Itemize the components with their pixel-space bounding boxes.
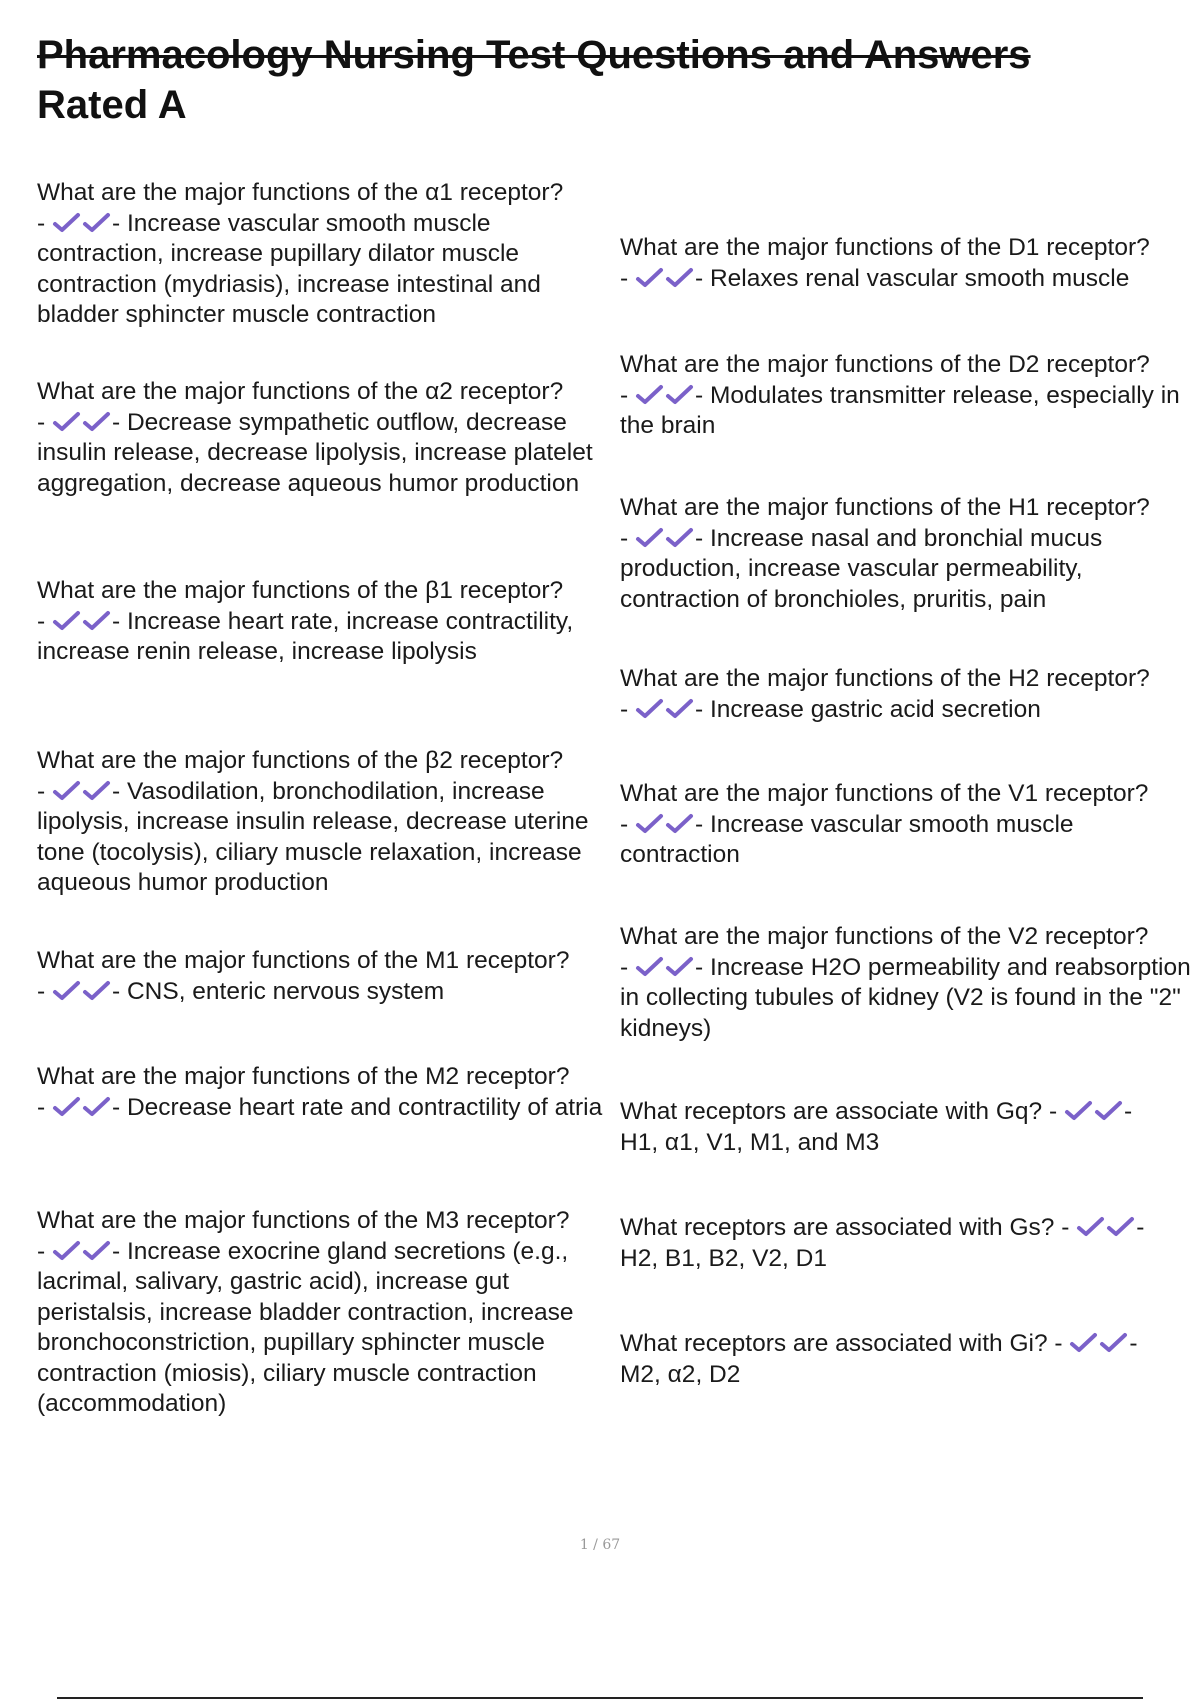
footer-divider	[57, 1697, 1143, 1699]
qa-item-d1: What are the major functions of the D1 receptor? - - Relaxes renal vascular smooth muscle	[620, 234, 1150, 292]
answer-text: Increase exocrine gland secretions (e.g., lacrimal, salivary, gastric acid), increase gut peristalsis, increase bladder contraction, increase bronchoconstriction, pupillary sphincter muscle contraction (miosis), ciliary muscle contraction (accommodation)	[37, 1237, 574, 1417]
checkmark-icon	[635, 956, 665, 978]
answer-text: Increase vascular smooth muscle contraction	[620, 810, 1074, 868]
checkmark-icon	[82, 411, 112, 433]
answer-text: Increase gastric acid secretion	[709, 695, 1041, 723]
qa-item-gq: What receptors are associate with Gq? - - H1, α1, V1, M1, and M3	[620, 1098, 1133, 1156]
checkmark-icon	[665, 384, 695, 406]
qa-item-gi: What receptors are associated with Gi? - - M2, α2, D2	[620, 1330, 1138, 1388]
checkmark-icon	[635, 698, 665, 720]
checkmark-icon	[52, 980, 82, 1002]
qa-item-d2: What are the major functions of the D2 receptor? - - Modulates transmitter release, especially in the brain	[620, 351, 1180, 439]
qa-item-alpha2: What are the major functions of the α2 receptor? - - Decrease sympathetic outflow, decrease insulin release, decrease lipolysis, increase platelet aggregation, decrease aqueous humor production	[37, 378, 593, 497]
answer-text: Vasodilation, bronchodilation, increase lipolysis, increase insulin release, decrease uterine tone (tocolysis), ciliary muscle relaxation, increase aqueous humor production	[37, 777, 589, 896]
checkmark-icon	[52, 1240, 82, 1262]
checkmark-icon	[52, 1096, 82, 1118]
question-text: What are the major functions of the α1 receptor?	[37, 179, 564, 206]
checkmark-icon	[82, 212, 112, 234]
checkmark-icon	[82, 780, 112, 802]
question-text: What are the major functions of the V2 receptor?	[620, 923, 1149, 950]
answer-text: CNS, enteric nervous system	[126, 977, 445, 1005]
answer-text: M2, α2, D2	[620, 1360, 741, 1388]
question-text: What are the major functions of the β2 receptor?	[37, 747, 564, 774]
checkmark-icon	[665, 813, 695, 835]
checkmark-icon	[1094, 1100, 1124, 1122]
answer-text: Modulates transmitter release, especially in the brain	[620, 381, 1180, 439]
answer-text: Increase H2O permeability and reabsorption in collecting tubules of kidney (V2 is found in the "2" kidneys)	[620, 953, 1191, 1042]
checkmark-icon	[635, 267, 665, 289]
checkmark-icon	[635, 527, 665, 549]
answer-text: H1, α1, V1, M1, and M3	[620, 1128, 880, 1156]
checkmark-icon	[1106, 1216, 1136, 1238]
question-text: What are the major functions of the H1 receptor?	[620, 494, 1150, 521]
checkmark-icon	[665, 698, 695, 720]
title-line-1: Pharmacology Nursing Test Questions and Answers	[37, 33, 1031, 77]
checkmark-icon	[82, 980, 112, 1002]
checkmark-icon	[52, 411, 82, 433]
title-line-2: Rated A	[37, 83, 187, 127]
qa-item-m1: What are the major functions of the M1 receptor? - - CNS, enteric nervous system	[37, 947, 570, 1005]
question-text: What receptors are associated with Gi?	[620, 1330, 1048, 1357]
qa-item-alpha1: What are the major functions of the α1 receptor? - - Increase vascular smooth muscle contraction, increase pupillary dilator muscle contraction (mydriasis), increase intestinal and bladder sphincter muscle contraction	[37, 179, 564, 328]
checkmark-icon	[52, 610, 82, 632]
question-text: What are the major functions of the α2 receptor?	[37, 378, 564, 405]
qa-item-v1: What are the major functions of the V1 receptor? - - Increase vascular smooth muscle contraction	[620, 780, 1149, 868]
question-text: What are the major functions of the M3 receptor?	[37, 1207, 570, 1234]
checkmark-icon	[635, 813, 665, 835]
checkmark-icon	[52, 780, 82, 802]
question-text: What are the major functions of the M2 receptor?	[37, 1063, 570, 1090]
question-text: What are the major functions of the D2 receptor?	[620, 351, 1150, 378]
answer-text: Decrease sympathetic outflow, decrease insulin release, decrease lipolysis, increase platelet aggregation, decrease aqueous humor production	[37, 408, 593, 497]
checkmark-icon	[82, 1240, 112, 1262]
question-text: What are the major functions of the M1 receptor?	[37, 947, 570, 974]
qa-item-m3: What are the major functions of the M3 receptor? - - Increase exocrine gland secretions (e.g., lacrimal, salivary, gastric acid), increase gut peristalsis, increase bladder contraction, increase bronchoconstriction, pupillary sphincter muscle contraction (miosis), ciliary muscle contraction (accommodation)	[37, 1207, 574, 1417]
checkmark-icon	[1076, 1216, 1106, 1238]
checkmark-icon	[665, 267, 695, 289]
checkmark-icon	[665, 956, 695, 978]
checkmark-icon	[665, 527, 695, 549]
answer-text: H2, B1, B2, V2, D1	[620, 1244, 827, 1272]
question-text: What receptors are associated with Gs?	[620, 1214, 1055, 1241]
checkmark-icon	[52, 212, 82, 234]
qa-item-h1: What are the major functions of the H1 receptor? - - Increase nasal and bronchial mucus production, increase vascular permeability, contraction of bronchioles, pruritis, pain	[620, 494, 1150, 613]
document-title	[37, 30, 1157, 130]
checkmark-icon	[82, 610, 112, 632]
checkmark-icon	[82, 1096, 112, 1118]
answer-text: Relaxes renal vascular smooth muscle	[709, 264, 1130, 292]
question-text: What are the major functions of the H2 receptor?	[620, 665, 1150, 692]
question-text: What receptors are associate with Gq?	[620, 1098, 1043, 1125]
qa-item-m2: What are the major functions of the M2 receptor? - - Decrease heart rate and contractility of atria	[37, 1063, 603, 1121]
question-text: What are the major functions of the V1 receptor?	[620, 780, 1149, 807]
checkmark-icon	[1099, 1332, 1129, 1354]
checkmark-icon	[1064, 1100, 1094, 1122]
qa-item-beta2: What are the major functions of the β2 receptor? - - Vasodilation, bronchodilation, increase lipolysis, increase insulin release, decrease uterine tone (tocolysis), ciliary muscle relaxation, increase aqueous humor production	[37, 747, 589, 896]
question-text: What are the major functions of the β1 receptor?	[37, 577, 564, 604]
checkmark-icon	[1069, 1332, 1099, 1354]
checkmark-icon	[635, 384, 665, 406]
qa-item-gs: What receptors are associated with Gs? - - H2, B1, B2, V2, D1	[620, 1214, 1145, 1272]
answer-text: Increase vascular smooth muscle contraction, increase pupillary dilator muscle contraction (mydriasis), increase intestinal and bladder sphincter muscle contraction	[37, 209, 541, 328]
qa-item-v2: What are the major functions of the V2 receptor? - - Increase H2O permeability and reabsorption in collecting tubules of kidney (V2 is found in the "2" kidneys)	[620, 923, 1191, 1042]
qa-item-beta1: What are the major functions of the β1 receptor? - - Increase heart rate, increase contractility, increase renin release, increase lipolysis	[37, 577, 574, 665]
answer-text: Decrease heart rate and contractility of atria	[126, 1093, 603, 1121]
question-text: What are the major functions of the D1 receptor?	[620, 234, 1150, 261]
page-number: 1 / 67	[579, 1537, 621, 1553]
qa-item-h2: What are the major functions of the H2 receptor? - - Increase gastric acid secretion	[620, 665, 1150, 723]
answer-text: Increase nasal and bronchial mucus production, increase vascular permeability, contraction of bronchioles, pruritis, pain	[620, 524, 1103, 613]
answer-text: Increase heart rate, increase contractility, increase renin release, increase lipolysis	[37, 607, 574, 665]
